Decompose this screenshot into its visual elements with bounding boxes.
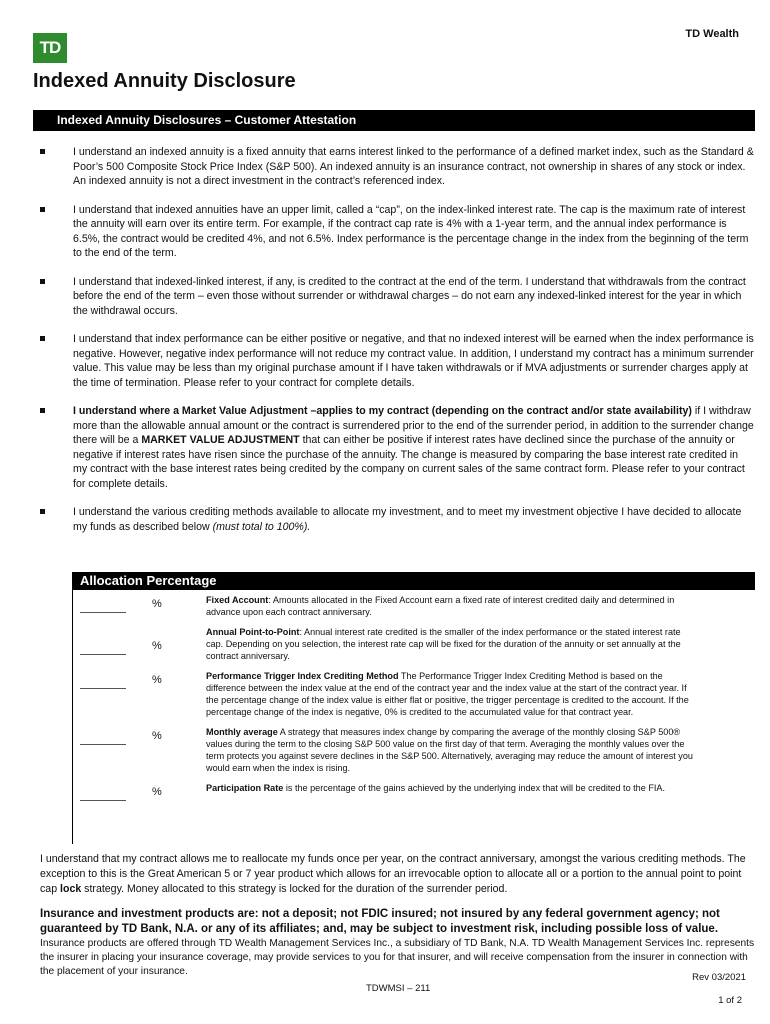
logo-text: TD	[39, 38, 61, 57]
bullet-square-icon	[40, 336, 45, 341]
brand-name: TD Wealth	[685, 28, 739, 40]
bullet-square-icon	[40, 149, 45, 154]
page-number: 1 of 2	[718, 995, 742, 1006]
allocation-row-trigger: % Performance Trigger Index Crediting Method The Performance Trigger Index Crediting Method is based on the difference between the index value at the end of the contract year and the index value at the start of the contract year. If the percentage change of the index value is either flat or positive, the trigger percentage is credited to the account. If the percentage change of the index is negative, 0% is credited to the accumulated value for that contract year.	[72, 670, 755, 718]
monthly-average-pct-field[interactable]	[80, 734, 126, 745]
allocation-row-monthly: % Monthly average A strategy that measures index change by comparing the average of the monthly closing S&P 500® values during the term to the closing S&P 500 value on the first day of that term. Averaging the monthly values over the term protects you against severe declines in the S&P 500. Alternatively, averaging may reduce the amount of interest you would earn when the index is rising.	[72, 726, 755, 774]
attestation-item: I understand that indexed annuities have an upper limit, called a “cap”, on the index-linked interest rate. The cap is the maximum rate of interest the annuity will earn over its entire term. For example, if the contract cap rate is 4% with a 1-year term, and the annual index performance is 6.5%, the contract would be credited 4%, and not 6.5%. Index performance is the percentage change in the index from the beginning of the term to the end of the term.	[33, 203, 755, 261]
allocation-row-fixed: % Fixed Account: Amounts allocated in the Fixed Account earn a fixed rate of interest credited daily and determined in advance upon each contract anniversary.	[72, 594, 755, 618]
percent-sign: %	[152, 674, 162, 686]
bullet-square-icon	[40, 279, 45, 284]
bullet-square-icon	[40, 509, 45, 514]
percent-sign: %	[152, 786, 162, 798]
attestation-list	[33, 145, 755, 548]
allocation-row-participation: % Participation Rate is the percentage of the gains achieved by the underlying index that will be credited to the FIA.	[72, 782, 755, 801]
allocation-table	[72, 594, 755, 809]
percent-sign: %	[152, 598, 162, 610]
form-code: TDWMSI – 211	[366, 983, 431, 994]
td-logo	[33, 33, 67, 63]
attestation-item: I understand an indexed annuity is a fixed annuity that earns interest linked to the performance of a defined market index, such as the Standard & Poor’s 500 Composite Stock Price Index (S&P 500). An indexed annuity is an insurance contract, not ownership in shares of any stock or index. An indexed annuity is not a direct investment in the contract’s referenced index.	[33, 145, 755, 189]
annual-point-to-point-pct-field[interactable]	[80, 644, 126, 655]
bullet-square-icon	[40, 408, 45, 413]
page-title: Indexed Annuity Disclosure	[33, 70, 296, 92]
percent-sign: %	[152, 730, 162, 742]
percent-sign: %	[152, 640, 162, 652]
attestation-item: I understand the various crediting methods available to allocate my investment, and to meet my investment objective I have decided to allocate my funds as described below (must total to 100%).	[33, 505, 755, 534]
disclosure-paragraph: Insurance and investment products are: not a deposit; not FDIC insured; not insured by any federal government agency; not guaranteed by TD Bank, N.A. or any of its affiliates; and, may be subject to investment risk, including possible loss of value. Insurance products are offered through TD Wealth Management Services Inc., a subsidiary of TD Bank, N.A. TD Wealth Management Services Inc. represents the insurer in placing your insurance coverage, may provide services to you for that insurer, and will receive compensation from the insurer in connection with the placement of your insurance.	[40, 908, 755, 977]
attestation-item: I understand that indexed-linked interest, if any, is credited to the contract at the end of the term. I understand that withdrawals from the contract before the end of the term – even those without surrender or withdrawal charges – do not earn any indexed-linked interest for the year in which the withdrawal occurs.	[33, 275, 755, 319]
participation-rate-pct-field[interactable]	[80, 790, 126, 801]
attestation-item-mva: I understand where a Market Value Adjustment –applies to my contract (depending on the contract and/or state availability) if I withdraw more than the allowable annual amount or the contract is surrendered prior to the end of the surrender period, in addition to the surrender change there will be a MARKET VALUE ADJUSTMENT that can either be positive if interest rates have declined since the purchase of the annuity or negative if interest rates have risen since the purchase of the annuity. The change is measured by comparing the base interest rate credited in my contract with the base interest rates being credited by the company on current sales of the same contract form. Please refer to your contract for complete details.	[33, 404, 755, 491]
reallocation-paragraph: I understand that my contract allows me to reallocate my funds once per year, on the contract anniversary, amongst the various crediting methods. The exception to this is the Great American 5 or 7 year product which allows for an irrevocable option to allocate all or a portion to the annual point to point cap lock strategy. Money allocated to this strategy is locked for the duration of the surrender period.	[40, 853, 746, 895]
allocation-row-p2p: % Annual Point-to-Point: Annual interest rate credited is the smaller of the index performance or the stated interest rate cap. Depending on you selection, the interest rate cap will be fixed for the duration of the annuity or set annually at the contract anniversary.	[72, 626, 755, 662]
section-heading: Indexed Annuity Disclosures – Customer Attestation	[33, 110, 755, 131]
allocation-heading: Allocation Percentage	[72, 572, 755, 590]
revision-date: Rev 03/2021	[692, 972, 746, 983]
performance-trigger-pct-field[interactable]	[80, 678, 126, 689]
attestation-item: I understand that index performance can be either positive or negative, and that no indexed interest will be earned when the index performance is negative. However, negative index performance will not reduce my contract value. In addition, I understand my contract has a minimum surrender value. This value may be less than my original purchase amount if I have taken withdrawals or if MVA adjustments or surrender charges apply at the time of termination. Please refer to your contract for complete details.	[33, 332, 755, 390]
fixed-account-pct-field[interactable]	[80, 602, 126, 613]
bullet-square-icon	[40, 207, 45, 212]
